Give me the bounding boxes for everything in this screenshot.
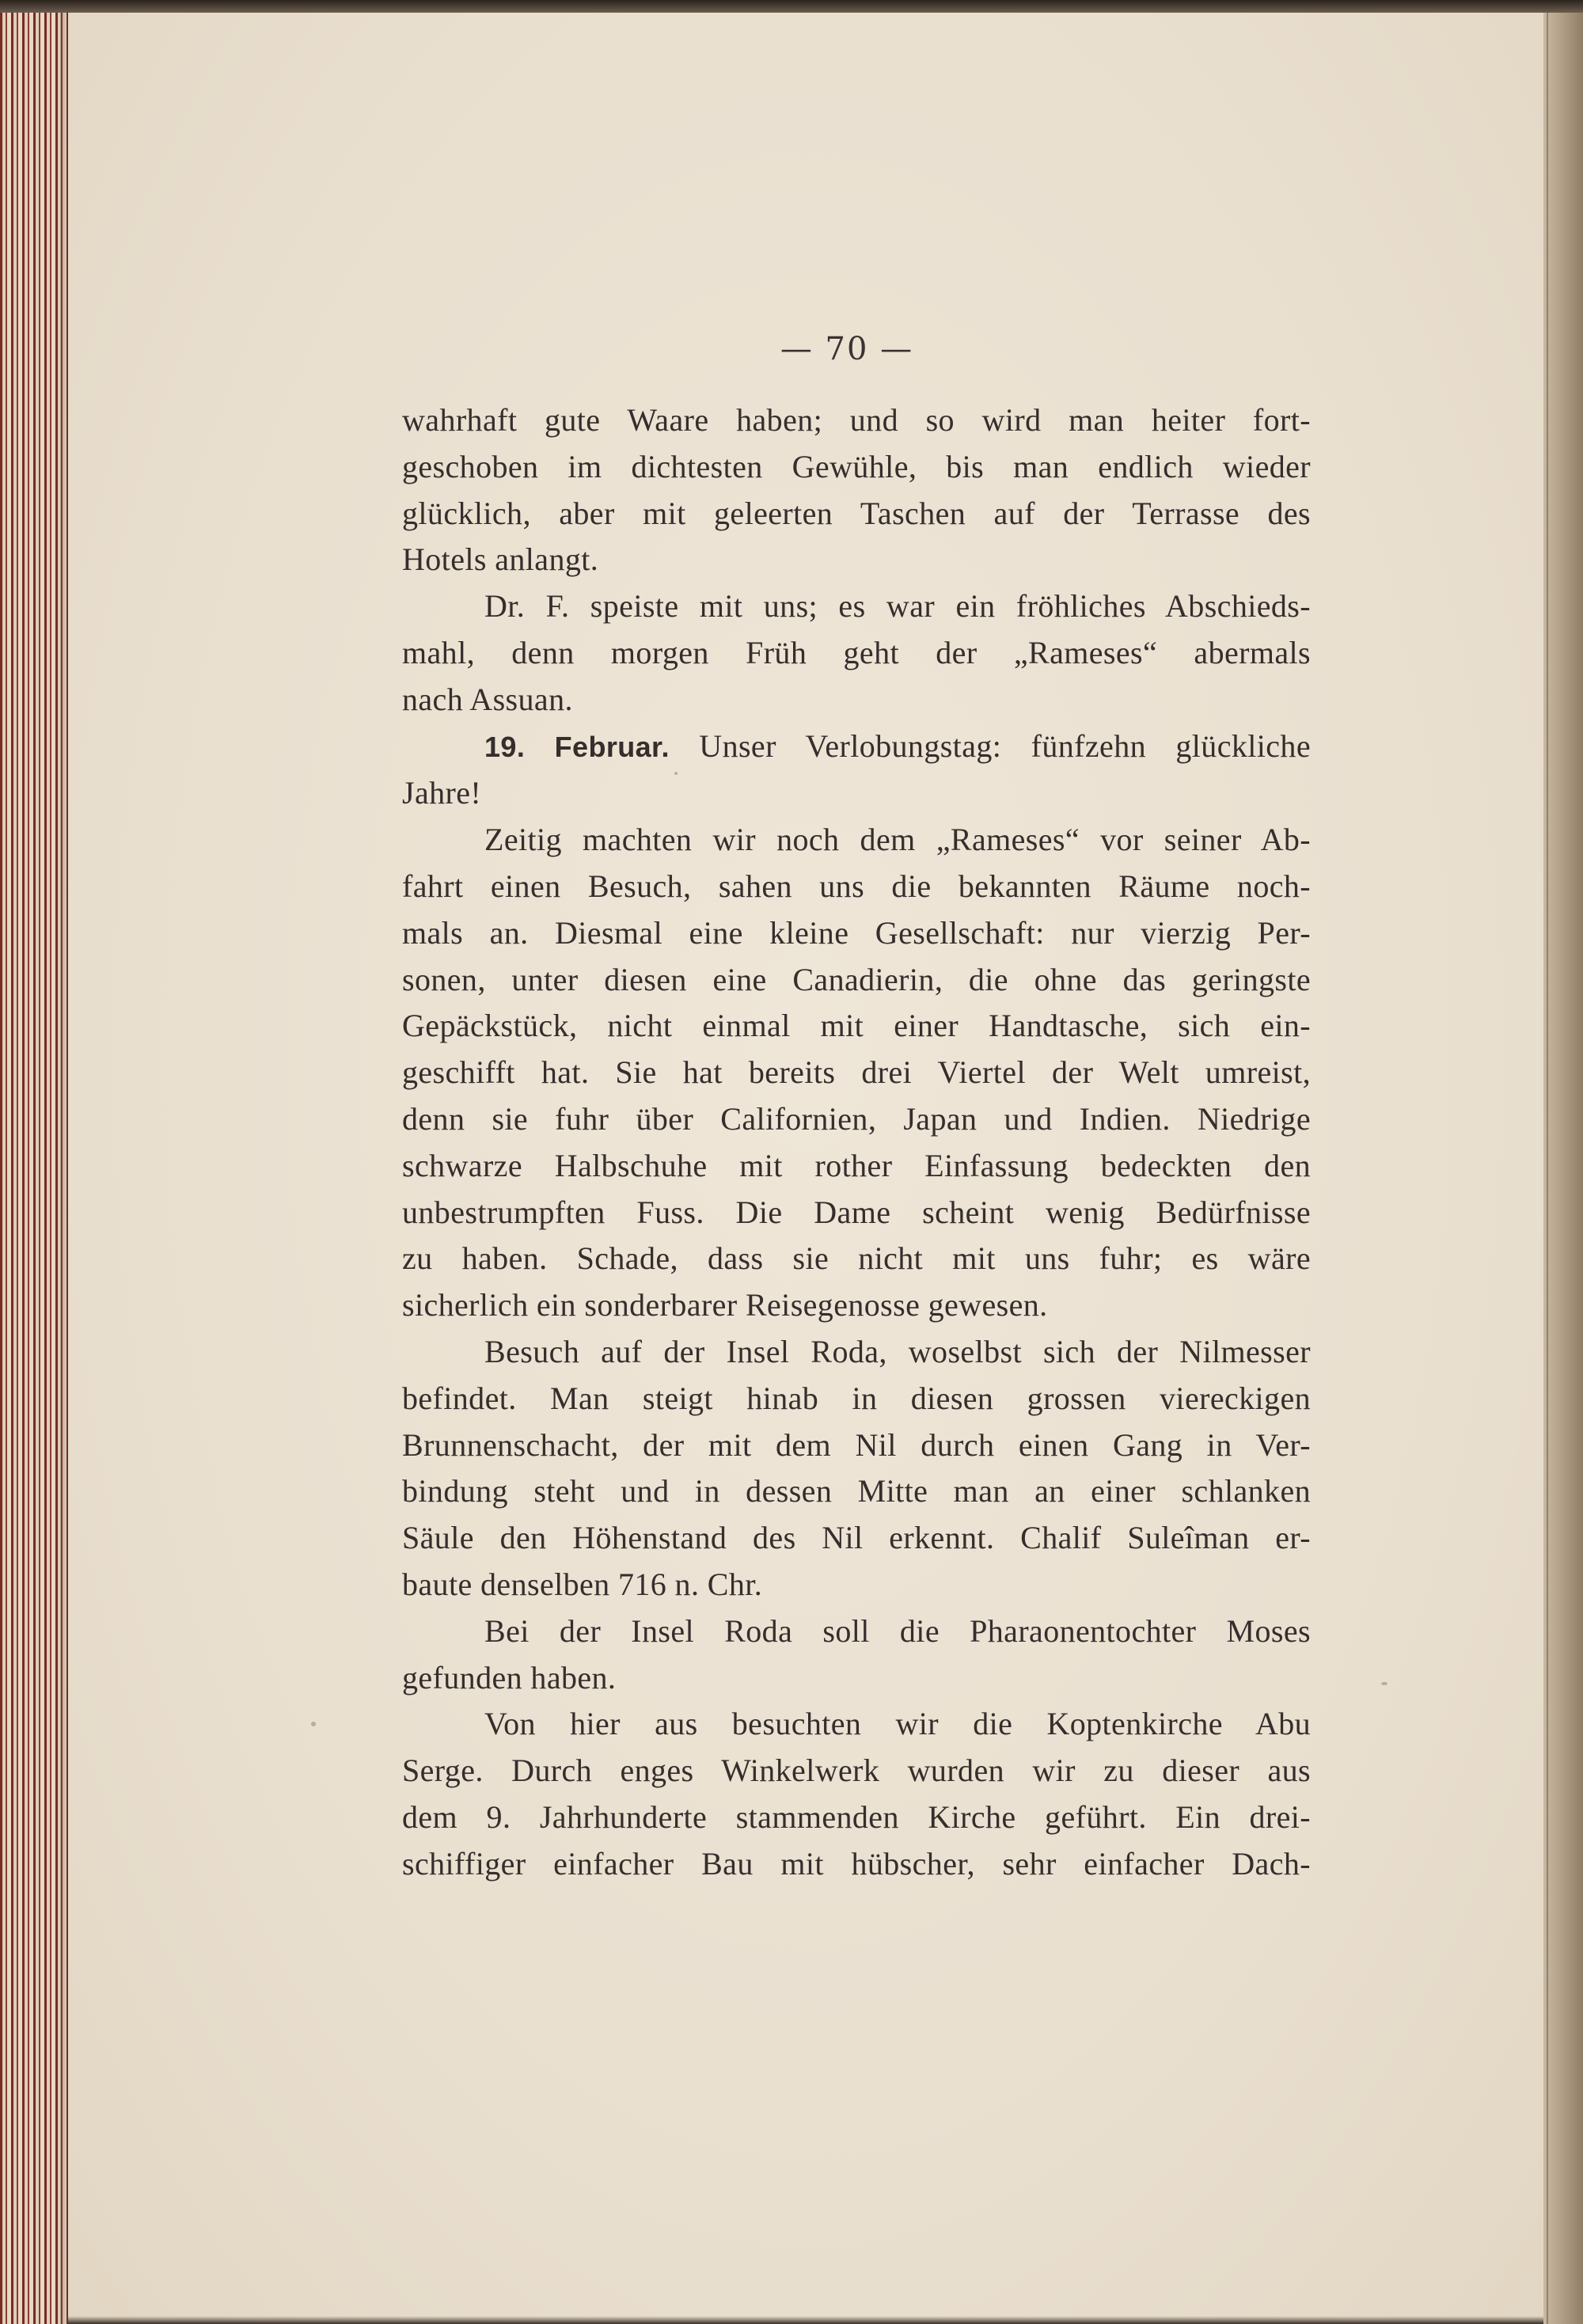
paragraph	[402, 1608, 1311, 1702]
text-line: befindet. Man steigt hinab in diesen grossen viereckigen	[402, 1380, 1311, 1416]
text-line: dem 9. Jahrhunderte stammenden Kirche geführt. Ein drei-	[402, 1798, 1311, 1835]
top-edge	[0, 0, 1583, 13]
text-line: Besuch auf der Insel Roda, woselbst sich der Nilmesser	[484, 1333, 1311, 1369]
text-line: schwarze Halbschuhe mit rother Einfassung bedeckten den	[402, 1147, 1311, 1183]
text-line: mahl, denn morgen Früh geht der „Rameses“ abermals	[402, 634, 1311, 670]
text-line: sonen, unter diesen eine Canadierin, die ohne das geringste	[402, 961, 1311, 997]
text-line: schiffiger einfacher Bau mit hübscher, sehr einfacher Dach-	[402, 1845, 1311, 1882]
page-stack-edge	[0, 0, 68, 2324]
text-line: Jahre!	[402, 775, 482, 811]
bottom-edge	[68, 2316, 1543, 2324]
paragraph	[402, 817, 1311, 1329]
text-line: Brunnenschacht, der mit dem Nil durch einen Gang in Ver-	[402, 1426, 1311, 1463]
text-line: wahrhaft gute Waare haben; und so wird man heiter fort-	[402, 402, 1311, 438]
paragraph	[402, 723, 1311, 818]
text-line: nach Assuan.	[402, 681, 573, 717]
text-line: Hotels anlangt.	[402, 541, 599, 578]
text-line: denn sie fuhr über Californien, Japan und Indien. Niedrige	[402, 1100, 1311, 1137]
paragraph	[402, 1701, 1311, 1887]
text-fragment: Unser Verlobungstag: fünfzehn glückliche	[699, 727, 1311, 764]
text-line: bindung steht und in dessen Mitte man an einer schlanken	[402, 1473, 1311, 1509]
text-line: fahrt einen Besuch, sahen uns die bekannten Räume noch-	[402, 868, 1311, 904]
gutter-edge	[1543, 0, 1583, 2324]
text-line: baute denselben 716 n. Chr.	[402, 1566, 763, 1602]
text-line: sicherlich ein sonderbarer Reisegenosse gewesen.	[402, 1287, 1048, 1323]
paragraph	[402, 583, 1311, 723]
text-line: Von hier aus besuchten wir die Koptenkirche Abu	[484, 1706, 1311, 1742]
text-line: zu haben. Schade, dass sie nicht mit uns fuhr; es wäre	[402, 1240, 1311, 1277]
text-line: mals an. Diesmal eine kleine Gesellschaft: nur vierzig Per-	[402, 914, 1311, 951]
date-heading: 19. Februar.	[484, 730, 670, 763]
text-line: glücklich, aber mit geleerten Taschen auf der Terrasse des	[402, 495, 1311, 531]
page-number: — 70 —	[780, 331, 914, 367]
text-line: Gepäckstück, nicht einmal mit einer Handtasche, sich ein-	[402, 1008, 1311, 1044]
paragraph	[402, 1329, 1311, 1608]
text-line: Bei der Insel Roda soll die Pharaonentochter Moses	[484, 1612, 1311, 1649]
text-line: unbestrumpften Fuss. Die Dame scheint wenig Bedürfnisse	[402, 1194, 1311, 1230]
text-line: Zeitig machten wir noch dem „Rameses“ vor seiner Ab-	[484, 822, 1311, 858]
text-line: gefunden haben.	[402, 1659, 617, 1696]
text-line: geschoben im dichtesten Gewühle, bis man endlich wieder	[402, 448, 1311, 484]
body-text	[402, 397, 1311, 1888]
text-line: Dr. F. speiste mit uns; es war ein fröhliches Abschieds-	[484, 588, 1311, 625]
text-line: geschifft hat. Sie hat bereits drei Viertel der Welt umreist,	[402, 1054, 1311, 1091]
text-line	[402, 723, 1311, 771]
paper-speck	[311, 1722, 316, 1726]
paper-speck	[1381, 1682, 1387, 1685]
text-line: Serge. Durch enges Winkelwerk wurden wir zu dieser aus	[402, 1752, 1311, 1789]
paragraph	[402, 397, 1311, 583]
text-line: Säule den Höhenstand des Nil erkennt. Chalif Suleîman er-	[402, 1520, 1311, 1556]
